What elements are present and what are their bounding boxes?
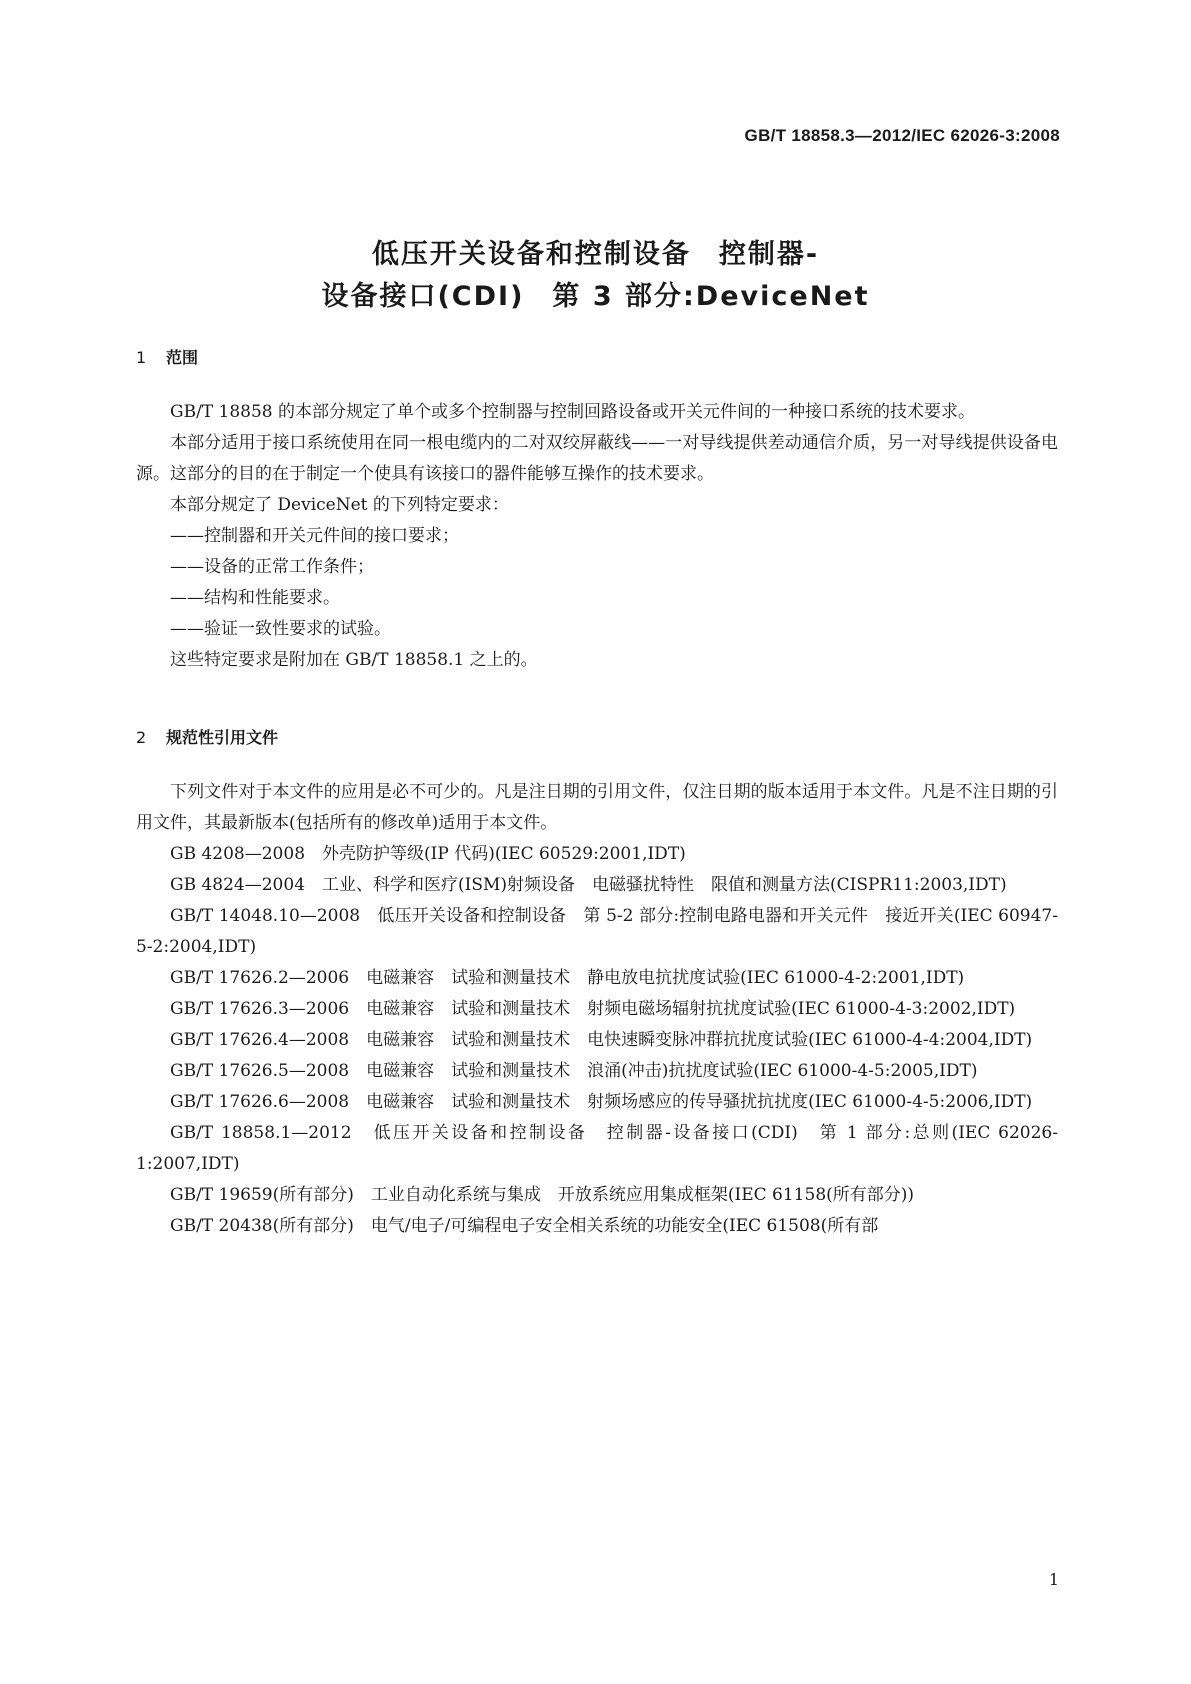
- reference-item: GB/T 17626.4—2008 电磁兼容 试验和测量技术 电快速瞬变脉冲群抗扰度试验(IEC 61000-4-4:2004,IDT): [170, 1030, 1033, 1050]
- reference-item: GB/T 20438(所有部分) 电气/电子/可编程电子安全相关系统的功能安全(IEC 61508(所有部: [170, 1216, 879, 1236]
- paragraph: 本部分适用于接口系统使用在同一根电缆内的二对双绞屏蔽线——一对导线提供差动通信介质，另一对导线提供设备电源。这部分的目的在于制定一个使具有该接口的器件能够互操作的技术要求。: [136, 433, 1058, 484]
- title-part-4: 第 3 部分:DeviceNet: [552, 281, 870, 312]
- reference-item: GB/T 14048.10—2008 低压开关设备和控制设备 第 5-2 部分:控制电路电器和开关元件 接近开关(IEC 60947-5-2:2004,IDT): [136, 906, 1058, 957]
- document-title-line-2: [0, 274, 1191, 313]
- paragraph: 本部分规定了 DeviceNet 的下列特定要求：: [170, 495, 509, 515]
- list-item: ——验证一致性要求的试验。: [170, 619, 391, 639]
- reference-item: GB/T 17626.3—2006 电磁兼容 试验和测量技术 射频电磁场辐射抗扰度试验(IEC 61000-4-3:2002,IDT): [170, 999, 1016, 1019]
- reference-item: GB 4208—2008 外壳防护等级(IP 代码)(IEC 60529:2001,IDT): [170, 844, 686, 864]
- paragraph: 这些特定要求是附加在 GB/T 18858.1 之上的。: [170, 650, 538, 670]
- list-item: ——控制器和开关元件间的接口要求；: [170, 526, 459, 546]
- section-number: 2: [136, 728, 147, 747]
- reference-item: GB/T 18858.1—2012 低压开关设备和控制设备 控制器-设备接口(CDI) 第 1 部分:总则(IEC 62026-1:2007,IDT): [136, 1123, 1058, 1174]
- section-2-body: [136, 777, 1058, 1242]
- reference-item: GB/T 19659(所有部分) 工业自动化系统与集成 开放系统应用集成框架(IEC 61158(所有部分)): [170, 1185, 915, 1205]
- reference-item: GB 4824—2004 工业、科学和医疗(ISM)射频设备 电磁骚扰特性 限值和测量方法(CISPR11:2003,IDT): [170, 875, 1007, 895]
- standard-code: GB/T 18858.3—2012/IEC 62026-3:2008: [744, 126, 1060, 145]
- title-part-3: 设备接口(CDI): [321, 281, 525, 312]
- paragraph: GB/T 18858 的本部分规定了单个或多个控制器与控制回路设备或开关元件间的一种接口系统的技术要求。: [170, 402, 976, 422]
- document-title-line-1: [0, 232, 1191, 271]
- reference-item: GB/T 17626.2—2006 电磁兼容 试验和测量技术 静电放电抗扰度试验(IEC 61000-4-2:2001,IDT): [170, 968, 965, 988]
- section-title: 规范性引用文件: [166, 728, 279, 747]
- list-item: ——设备的正常工作条件；: [170, 557, 374, 577]
- section-number: 1: [136, 348, 147, 367]
- title-part-2: 控制器-: [718, 239, 820, 270]
- reference-item: GB/T 17626.6—2008 电磁兼容 试验和测量技术 射频场感应的传导骚扰抗扰度(IEC 61000-4-5:2006,IDT): [170, 1092, 1033, 1112]
- section-1-body: [136, 397, 1058, 676]
- section-1-heading: [136, 345, 198, 368]
- section-title: 范围: [166, 348, 199, 367]
- paragraph: 下列文件对于本文件的应用是必不可少的。凡是注日期的引用文件，仅注日期的版本适用于本文件。凡是不注日期的引用文件，其最新版本(包括所有的修改单)适用于本文件。: [136, 782, 1058, 833]
- title-part-1: 低压开关设备和控制设备: [371, 239, 691, 270]
- list-item: ——结构和性能要求。: [170, 588, 340, 608]
- reference-item: GB/T 17626.5—2008 电磁兼容 试验和测量技术 浪涌(冲击)抗扰度试验(IEC 61000-4-5:2005,IDT): [170, 1061, 978, 1081]
- page-number: 1: [1048, 1570, 1059, 1589]
- section-2-heading: [136, 725, 278, 748]
